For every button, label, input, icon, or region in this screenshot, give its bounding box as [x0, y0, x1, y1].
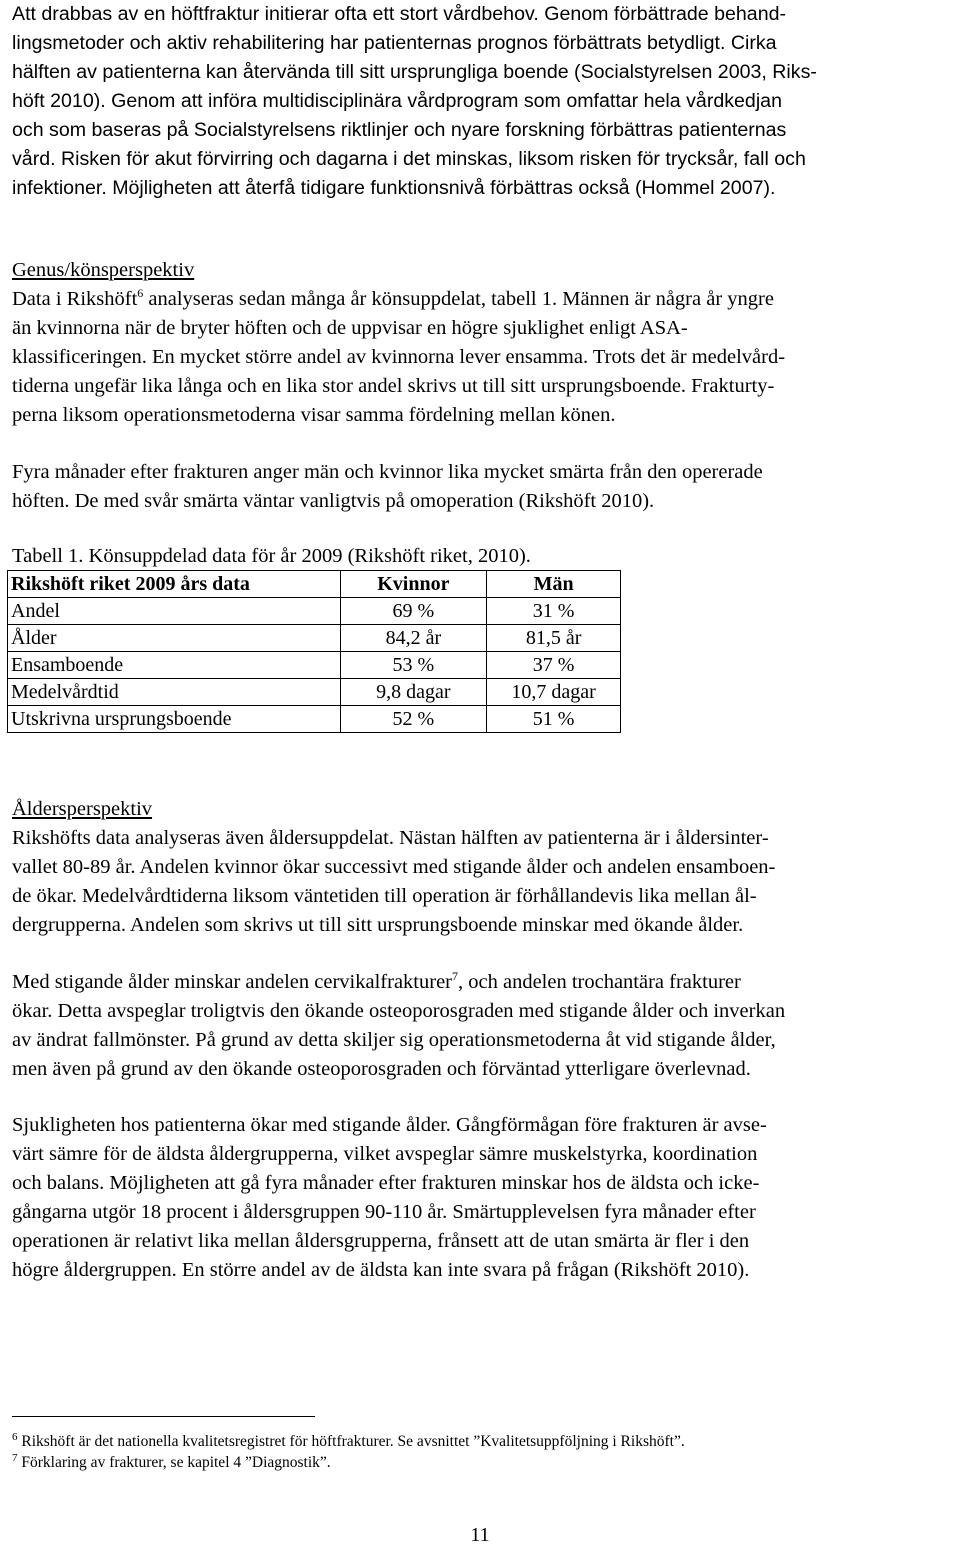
table-cell: 81,5 år [487, 625, 621, 652]
table-cell: Medelvårdtid [8, 679, 341, 706]
table-row [8, 679, 621, 706]
text-line: värt sämre för de äldsta åldergrupperna, vilket avspeglar sämre muskelstyrka, koordination [12, 1143, 758, 1165]
footnote-6 [12, 1432, 685, 1452]
page-number: 11 [470, 1524, 490, 1546]
text-fragment: Med stigande ålder minskar andelen cervikalfrakturer [12, 971, 452, 993]
table-cell: 84,2 år [340, 625, 487, 652]
text-line [12, 285, 958, 314]
text-line: höften. De med svår smärta väntar vanligtvis på omoperation (Rikshöft 2010). [12, 490, 655, 512]
text-line: högre åldergruppen. En större andel av de äldsta kan inte svara på frågan (Rikshöft 2010). [12, 1259, 750, 1281]
text-fragment: Data i Rikshöft [12, 288, 138, 310]
table-header-cell: Män [487, 571, 621, 598]
table-cell: Andel [8, 598, 341, 625]
table-cell: 69 % [340, 598, 487, 625]
text-fragment: analyseras sedan många år könsuppdelat, tabell 1. Männen är några år yngre [143, 288, 774, 310]
table-cell: 53 % [340, 652, 487, 679]
table-cell: 51 % [487, 706, 621, 733]
text-line: dergrupperna. Andelen som skrivs ut till sitt ursprungsboende minskar med ökande ålder. [12, 914, 744, 936]
table-row [8, 625, 621, 652]
table-cell: 10,7 dagar [487, 679, 621, 706]
text-line: perna liksom operationsmetoderna visar samma fördelning mellan könen. [12, 404, 616, 426]
footnote-7 [12, 1453, 331, 1473]
morbidity-paragraph [12, 1111, 958, 1285]
table-cell: Ålder [8, 625, 341, 652]
text-line: klassificeringen. En mycket större andel av kvinnorna lever ensamma. Trots det är medelvård- [12, 346, 786, 368]
intro-paragraph [12, 0, 958, 203]
table-cell: Ensamboende [8, 652, 341, 679]
text-line: infektioner. Möjligheten att återfå tidigare funktionsnivå förbättras också (Hommel 2007). [12, 177, 776, 199]
text-line [12, 968, 958, 997]
table-cell: 52 % [340, 706, 487, 733]
table-cell: 31 % [487, 598, 621, 625]
table-row [8, 652, 621, 679]
table-cell: 37 % [487, 652, 621, 679]
table-header-cell: Rikshöft riket 2009 års data [8, 571, 341, 598]
table-row [8, 598, 621, 625]
text-line: Sjukligheten hos patienterna ökar med stigande ålder. Gångförmågan före frakturen är avse- [12, 1114, 767, 1136]
footnote-number: 6 [12, 1430, 18, 1443]
section-heading-age: Åldersperspektiv [12, 798, 153, 820]
text-line: ökar. Detta avspeglar troligtvis den ökande osteoporosgraden med stigande ålder och inverkan [12, 1000, 786, 1022]
text-line: av ändrat fallmönster. På grund av detta skiljer sig operationsmetoderna åt vid stigande ålder, [12, 1029, 776, 1051]
text-line: höft 2010). Genom att införa multidisciplinära vårdprogram som omfattar hela vårdkedjan [12, 90, 782, 112]
table-row [8, 706, 621, 733]
text-line: tiderna ungefär lika långa och en lika stor andel skrivs ut till sitt ursprungsboende. Frakturty- [12, 375, 775, 397]
gender-data-table [7, 570, 621, 733]
text-line: vallet 80-89 år. Andelen kvinnor ökar successivt med stigande ålder och andelen ensamboen- [12, 856, 776, 878]
age-section [12, 795, 958, 940]
text-line: vård. Risken för akut förvirring och dagarna i det minskas, liksom risken för trycksår, fall och [12, 148, 806, 170]
text-line: hälften av patienterna kan återvända till sitt ursprungliga boende (Socialstyrelsen 2003, Riks- [12, 61, 817, 83]
text-line: operationen är relativt lika mellan åldersgrupperna, frånsett att de utan smärta är fler i den [12, 1230, 750, 1252]
text-line: Fyra månader efter frakturen anger män och kvinnor lika mycket smärta från den opererade [12, 461, 763, 483]
footnote-text: Rikshöft är det nationella kvalitetsregistret för höftfrakturer. Se avsnittet ”Kvalitetsuppföljning i Rikshöft”. [17, 1433, 685, 1450]
footnote-number: 7 [12, 1451, 18, 1464]
text-line: Rikshöfts data analyseras även åldersuppdelat. Nästan hälften av patienterna är i åldersinter- [12, 827, 769, 849]
fracture-paragraph [12, 968, 958, 1084]
text-line: och balans. Möjligheten att gå fyra månader efter frakturen minskar hos de äldsta och icke- [12, 1172, 760, 1194]
section-heading-gender: Genus/könsperspektiv [12, 259, 195, 281]
table-caption [12, 542, 958, 571]
text-line: gångarna utgör 18 procent i åldersgruppen 90-110 år. Smärtupplevelsen fyra månader efter [12, 1201, 756, 1223]
text-line: men även på grund av den ökande osteoporosgraden och förväntad ytterligare överlevnad. [12, 1058, 751, 1080]
text-line: än kvinnorna när de bryter höften och de uppvisar en högre sjuklighet enligt ASA- [12, 317, 688, 339]
table-cell: 9,8 dagar [340, 679, 487, 706]
footnote-ref-7: 7 [452, 969, 458, 984]
gender-section [12, 256, 958, 430]
text-fragment: , och andelen trochantära frakturer [458, 971, 741, 993]
table-caption-text: Tabell 1. Könsuppdelad data för år 2009 (Rikshöft riket, 2010). [12, 545, 531, 567]
footnote-divider [12, 1416, 315, 1417]
text-line: lingsmetoder och aktiv rehabilitering har patienternas prognos förbättrats betydligt. Cirka [12, 32, 777, 54]
pain-paragraph [12, 458, 958, 516]
table-header-row [8, 571, 621, 598]
text-line: och som baseras på Socialstyrelsens riktlinjer och nyare forskning förbättras patienternas [12, 119, 787, 141]
table-header-cell: Kvinnor [340, 571, 487, 598]
text-line: Att drabbas av en höftfraktur initierar ofta ett stort vårdbehov. Genom förbättrade behand- [12, 3, 787, 25]
text-line: de ökar. Medelvårdtiderna liksom väntetiden till operation är förhållandevis lika mellan ål- [12, 885, 757, 907]
table-cell: Utskrivna ursprungsboende [8, 706, 341, 733]
footnote-text: Förklaring av frakturer, se kapitel 4 ”Diagnostik”. [17, 1454, 331, 1471]
footnote-ref-6: 6 [137, 286, 144, 301]
